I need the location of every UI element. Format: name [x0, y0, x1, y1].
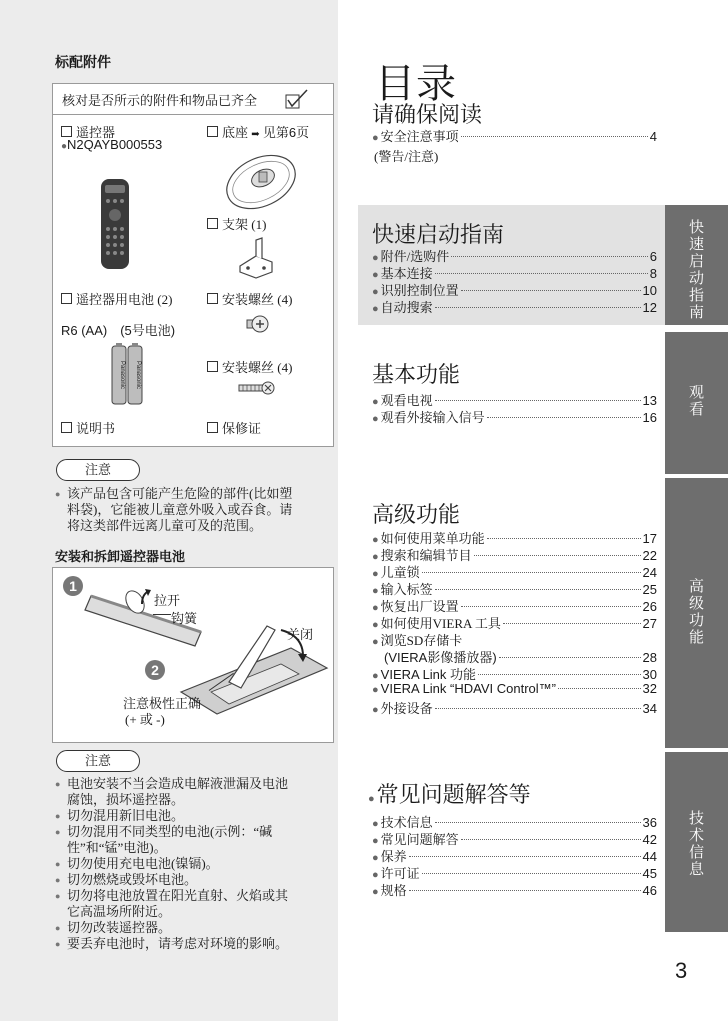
toc-entry-text: 保养	[380, 849, 407, 864]
bullet-icon: ●	[372, 636, 379, 648]
checkmark-box-icon	[285, 88, 309, 110]
arrow-right-icon: ➡	[251, 129, 260, 140]
caution-item-line: ● 切勿混用新旧电池。	[55, 808, 330, 824]
toc-entry[interactable]	[372, 812, 657, 829]
screws-item-1	[207, 289, 292, 308]
toc-entry-text: 浏览SD存储卡	[380, 633, 463, 648]
toc-list	[372, 390, 657, 424]
bullet-icon: ●	[372, 602, 379, 614]
toc-entry-page: 26	[642, 599, 657, 614]
toc-entry[interactable]	[372, 829, 657, 846]
screw-head-icon	[245, 312, 269, 336]
manual-label: 说明书	[76, 421, 116, 436]
bullet-icon: ●	[372, 303, 379, 315]
dot-leader	[435, 400, 641, 401]
pull-arrow-icon	[139, 588, 153, 606]
checkbox-icon	[207, 218, 218, 229]
caution-item-line: ● 切勿将电池放置在阳光直射、火焰或其	[55, 888, 330, 904]
toc-entry-page: 36	[642, 815, 657, 830]
dot-leader	[461, 606, 641, 607]
toc-list	[372, 812, 657, 897]
remote-control-image	[95, 177, 135, 272]
checkbox-icon	[207, 422, 218, 433]
caution-line: ● 该产品包含可能产生危险的部件(比如塑	[55, 486, 330, 502]
toc-entry-page: 6	[649, 249, 657, 264]
toc-entry-text: 如何使用VIERA 工具	[380, 616, 501, 631]
toc-entry-text: 自动搜索	[380, 300, 433, 315]
toc-entry-page: 16	[642, 410, 657, 425]
checkbox-icon	[207, 361, 218, 372]
caution-item-line: ● 电池安装不当会造成电解液泄漏及电池	[55, 776, 330, 792]
caution-item-line: 性”和“锰”电池)。	[67, 840, 167, 855]
battery-install-diagram	[52, 567, 334, 743]
toc-entry-page: 25	[642, 582, 657, 597]
dot-leader	[461, 290, 641, 291]
dot-leader	[558, 688, 641, 689]
bracket-label: 支架 (1)	[222, 217, 267, 232]
caution-label-2: 注意	[56, 750, 140, 772]
toc-section-title: 快速启动指南	[372, 222, 505, 247]
accessories-heading: 标配附件	[55, 54, 111, 70]
dot-leader	[409, 856, 641, 857]
bullet-icon: ●	[372, 551, 379, 563]
tab-quick-start[interactable]	[665, 205, 728, 325]
toc-entry-page: 22	[642, 548, 657, 563]
caution-item-line: 它高温场所附近。	[67, 904, 172, 919]
dot-leader	[422, 572, 641, 573]
base-label: 底座	[222, 125, 249, 140]
toc-entry-text: 基本连接	[380, 266, 433, 281]
bullet-icon: ●	[368, 793, 375, 805]
tab-char: 快	[688, 219, 704, 236]
toc-entry[interactable]	[372, 579, 657, 596]
toc-entry-page: 4	[649, 129, 657, 144]
toc-entry-page: 30	[642, 667, 657, 682]
hook-spring-label: 钩簧	[171, 611, 198, 626]
dot-leader	[461, 136, 648, 137]
tab-char: 技	[688, 810, 704, 827]
toc-entry-page: 46	[642, 883, 657, 898]
toc-entry[interactable]	[372, 846, 657, 863]
caution-line: 料袋)，它能被儿童意外吸入或吞食。请	[67, 502, 293, 517]
caution-item-line: ● 切勿混用不同类型的电池(示例：“碱	[55, 824, 330, 840]
dot-leader	[461, 839, 641, 840]
toc-entry-text: 输入标签	[380, 582, 433, 597]
toc-entry[interactable]	[372, 280, 657, 297]
bullet-icon: ●	[372, 704, 379, 716]
dot-leader	[478, 674, 641, 675]
hook-leader-line	[153, 614, 171, 615]
bullet-icon: ●	[372, 413, 379, 425]
toc-entry-page: 8	[649, 266, 657, 281]
tab-char: 术	[688, 827, 704, 844]
toc-entry-page: 32	[642, 681, 657, 696]
page-number: 3	[675, 958, 688, 983]
checkbox-icon	[61, 126, 72, 137]
polarity-line-2: (+ 或 -)	[125, 712, 165, 727]
battery-brand-text: Panasonic	[135, 360, 141, 390]
tab-char: 看	[688, 401, 704, 418]
toc-section-title-text: 常见问题解答等	[376, 782, 531, 807]
toc-entry-text: (VIERA影像播放器)	[384, 650, 497, 665]
checkbox-icon	[207, 293, 218, 304]
battery-brand-text: Panasonic	[119, 360, 125, 390]
tab-char: 高	[688, 578, 704, 595]
toc-list	[372, 126, 657, 165]
toc-entry-text: 如何使用菜单功能	[380, 531, 485, 546]
toc-entry[interactable]	[372, 562, 657, 579]
battery-type: R6 (AA) (5号电池)	[61, 323, 176, 338]
dot-leader	[487, 538, 641, 539]
toc-list	[372, 528, 657, 715]
toc-entry[interactable]	[372, 126, 657, 143]
toc-entry-subtext: (警告/注意)	[374, 149, 439, 164]
toc-entry[interactable]	[372, 596, 657, 613]
toc-entry-page: 45	[642, 866, 657, 881]
caution-label-1: 注意	[56, 459, 140, 481]
polarity-note	[123, 696, 201, 728]
toc-entry[interactable]	[372, 880, 657, 897]
toc-entry[interactable]	[372, 263, 657, 280]
bullet-icon: ●	[372, 396, 379, 408]
tab-technical[interactable]	[665, 752, 728, 932]
toc-entry-page: 13	[642, 393, 657, 408]
bullet-icon: ●	[372, 869, 379, 881]
toc-entry[interactable]	[372, 681, 657, 698]
toc-entry-text: 安全注意事项	[380, 129, 459, 144]
dot-leader	[435, 589, 641, 590]
warranty-label: 保修证	[222, 421, 262, 436]
tab-char: 息	[688, 861, 704, 878]
toc-entry-text: 观看电视	[380, 393, 433, 408]
tab-viewing[interactable]	[665, 332, 728, 474]
check-text: 核对是否所示的附件和物品已齐全	[62, 93, 258, 108]
dot-leader	[435, 273, 648, 274]
toc-entry-page: 12	[642, 300, 657, 315]
dot-leader	[487, 417, 641, 418]
remote-model-text: N2QAYB000553	[67, 137, 163, 152]
tab-char: 观	[688, 384, 704, 401]
step-1-badge: 1	[63, 576, 83, 596]
battery-install-heading: 安装和拆卸遥控器电池	[55, 549, 186, 564]
bullet-icon: ●	[372, 619, 379, 631]
dot-leader	[451, 256, 647, 257]
toc-entry[interactable]	[372, 698, 657, 715]
toc-entry-text: 技术信息	[380, 815, 433, 830]
toc-entry-text: VIERA Link 功能	[380, 667, 477, 682]
caution-note-1	[55, 486, 330, 534]
screws-label-2: 安装螺丝 (4)	[222, 360, 293, 375]
pedestal-base-image	[223, 148, 303, 210]
toc-section-title: 请确保阅读	[372, 102, 483, 127]
caution-item-line: ● 要丢弃电池时，请考虑对环境的影响。	[55, 936, 330, 952]
bullet-icon: ●	[372, 568, 379, 580]
toc-entry-text: 外接设备	[380, 701, 433, 716]
toc-list	[372, 246, 657, 314]
toc-entry[interactable]	[372, 297, 657, 314]
checkbox-icon	[61, 293, 72, 304]
dot-leader	[474, 555, 641, 556]
bullet-icon: ●	[372, 852, 379, 864]
tab-char: 动	[688, 270, 704, 287]
toc-entry-text: 观看外接输入信号	[380, 410, 485, 425]
caution-item-line: 腐蚀，损坏遥控器。	[67, 792, 185, 807]
bullet-icon: ●	[372, 818, 379, 830]
bracket-item	[207, 214, 266, 233]
dot-leader	[422, 873, 641, 874]
toc-entry-page: 44	[642, 849, 657, 864]
bullet-icon: ●	[372, 835, 379, 847]
manual-item	[61, 418, 115, 437]
screws-item-2	[207, 357, 292, 376]
toc-entry[interactable]	[372, 528, 657, 545]
toc-entry-page: 10	[642, 283, 657, 298]
toc-entry-text: 搜索和编辑节目	[380, 548, 472, 563]
close-label: 关闭	[287, 627, 314, 642]
remote-model: ●N2QAYB000553	[61, 137, 163, 152]
bullet-icon: ●	[372, 286, 379, 298]
bullet-icon: ●	[372, 670, 379, 682]
screws-label-1: 安装螺丝 (4)	[222, 292, 293, 307]
caution-item-line: ● 切勿燃烧或毁坏电池。	[55, 872, 330, 888]
toc-entry[interactable]	[372, 246, 657, 263]
warranty-item	[207, 418, 261, 437]
toc-entry-text: 附件/选购件	[380, 249, 450, 264]
dot-leader	[503, 623, 641, 624]
dot-leader	[499, 657, 641, 658]
toc-title: 目录	[375, 61, 457, 106]
toc-entry-text: 许可证	[380, 866, 420, 881]
toc-entry-page: 17	[642, 531, 657, 546]
toc-entry-text: 恢复出厂设置	[380, 599, 459, 614]
tab-char: 启	[688, 253, 704, 270]
checkbox-icon	[207, 126, 218, 137]
toc-section-title	[368, 778, 531, 809]
pull-open-label: 拉开	[154, 593, 181, 608]
caution-item-line: ● 切勿改装遥控器。	[55, 920, 330, 936]
tab-advanced[interactable]	[665, 478, 728, 748]
bullet-icon: ●	[372, 585, 379, 597]
toc-entry[interactable]	[372, 647, 657, 664]
toc-entry-page: 27	[642, 616, 657, 631]
bullet-icon: ●	[372, 132, 379, 144]
battery-label: 遥控器用电池 (2)	[76, 292, 173, 307]
toc-entry-text: 规格	[380, 883, 407, 898]
toc-entry[interactable]	[372, 545, 657, 562]
battery-item	[61, 289, 172, 308]
toc-entry[interactable]	[372, 407, 657, 424]
caution-line: 将这类部件远离儿童可及的范围。	[67, 518, 263, 533]
tab-char: 功	[688, 612, 704, 629]
accessories-check-row	[53, 84, 333, 115]
bracket-image	[236, 236, 276, 280]
toc-entry[interactable]	[372, 390, 657, 407]
caution-item-line: ● 切勿使用充电电池(镍镉)。	[55, 856, 330, 872]
accessories-box	[52, 83, 334, 447]
bullet-icon: ●	[372, 534, 379, 546]
bullet-icon: ●	[372, 252, 379, 264]
toc-entry[interactable]	[372, 863, 657, 880]
toc-section-title: 高级功能	[372, 502, 461, 527]
tab-char: 南	[688, 304, 704, 321]
bullet-icon: ●	[372, 269, 379, 281]
toc-entry-text: 儿童锁	[380, 565, 420, 580]
dot-leader	[435, 307, 641, 308]
checkbox-icon	[61, 422, 72, 433]
batteries-image	[110, 342, 144, 406]
step-2-badge: 2	[145, 660, 165, 680]
caution-note-2	[55, 776, 330, 952]
toc-entry-text: 常见问题解答	[380, 832, 459, 847]
tab-char: 指	[688, 287, 704, 304]
tab-char: 信	[688, 844, 704, 861]
toc-entry-page: 28	[642, 650, 657, 665]
polarity-line-1: 注意极性正确	[123, 696, 202, 711]
dot-leader	[409, 890, 641, 891]
bullet-icon: ●	[372, 684, 379, 696]
toc-entry-text: VIERA Link “HDAVI Control™”	[380, 681, 556, 696]
long-screw-icon	[237, 380, 277, 396]
dot-leader	[435, 822, 641, 823]
base-item	[207, 122, 309, 141]
base-page-ref: 见第6页	[262, 125, 310, 140]
toc-entry-page: 24	[642, 565, 657, 580]
bullet-icon: ●	[372, 886, 379, 898]
tab-char: 级	[688, 595, 704, 612]
tab-char: 能	[688, 629, 704, 646]
tab-char: 速	[688, 236, 704, 253]
toc-entry-page: 34	[642, 701, 657, 716]
toc-entry-page: 42	[642, 832, 657, 847]
toc-entry[interactable]	[372, 630, 657, 647]
dot-leader	[435, 708, 641, 709]
toc-section-title: 基本功能	[372, 362, 461, 387]
toc-entry-text: 识别控制位置	[380, 283, 459, 298]
remote-label: 遥控器	[76, 125, 116, 140]
toc-entry[interactable]	[372, 664, 657, 681]
toc-entry[interactable]	[372, 613, 657, 630]
